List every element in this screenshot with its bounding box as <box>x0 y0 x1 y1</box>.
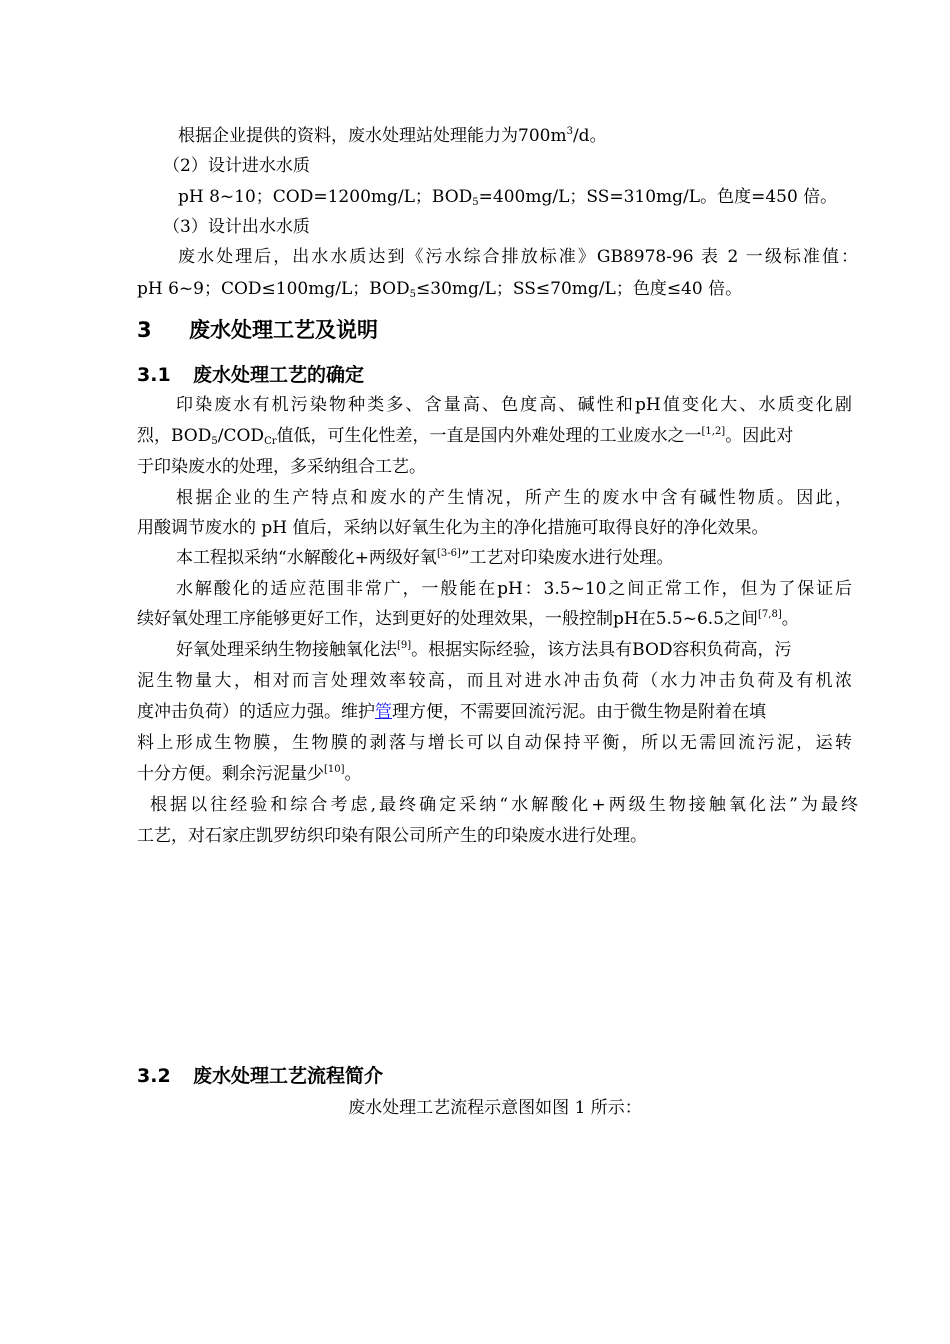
outlet-line-2 <box>137 277 742 301</box>
para-6-line-1 <box>150 793 858 817</box>
para-1-sub-2: Cr <box>264 436 277 447</box>
para-5-text-a: 好氧处理采纳生物接触氧化法 <box>176 640 397 660</box>
para-1-citation: [1,2] <box>701 426 726 437</box>
para-1-line-1 <box>176 393 852 417</box>
para-6-line-1-text: 根据以往经验和综合考虑,最终确定采纳“水解酸化+两级生物接触氧化法”为最终 <box>150 795 858 815</box>
section-3-title: 废水处理工艺及说明 <box>189 318 378 342</box>
para-1-text-a: 烈，BOD <box>137 426 212 446</box>
para-5-line-4-text: 料上形成生物膜，生物膜的剥落与增长可以自动保持平衡，所以无需回流污泥，运转 <box>137 733 852 753</box>
para-5-text-e: 十分方便。剩余污泥量少 <box>137 764 324 784</box>
para-1-line-1-text: 印染废水有机污染物种类多、含量高、色度高、碱性和pH值变化大、水质变化剧 <box>176 395 852 415</box>
para-3-text-b: ”工艺对印染废水进行处理。 <box>460 548 674 568</box>
para-4-text-a: 续好氧处理工序能够更好工作，达到更好的处理效果，一般控制pH在5.5~6.5之间 <box>137 609 759 629</box>
para-1-line-3: 于印染废水的处理，多采纳组合工艺。 <box>137 457 426 477</box>
para-3-text-a: 本工程拟采纳“水解酸化+两级好氧 <box>176 548 437 568</box>
inlet-quality-line <box>178 185 837 209</box>
para-5-citation-1: [9] <box>397 640 412 651</box>
para-5-line-5 <box>137 762 362 786</box>
section-3-number: 3 <box>137 318 152 342</box>
para-4-line-1 <box>176 577 852 601</box>
capacity-sup: 3 <box>566 126 573 137</box>
inlet-text-b: =400mg/L；SS=310mg/L。色度=450 倍。 <box>478 187 838 207</box>
figure-intro-line: 废水处理工艺流程示意图如图 1 所示： <box>348 1098 642 1118</box>
para-5-citation-2: [10] <box>324 764 345 775</box>
para-5-text-f: 。 <box>344 764 362 784</box>
para-1-line-2 <box>137 424 793 448</box>
para-3 <box>176 546 674 570</box>
para-2-line-1 <box>176 486 852 510</box>
inlet-text-a: pH 8~10；COD=1200mg/L；BOD <box>178 187 473 207</box>
section-3-1-heading <box>137 362 364 388</box>
para-2-line-1-text: 根据企业的生产特点和废水的产生情况，所产生的废水中含有碱性物质。因此， <box>176 488 852 508</box>
para-5-line-2 <box>137 669 852 693</box>
section-3-2-heading <box>137 1063 383 1089</box>
outlet-line-1-text: 废水处理后，出水水质达到《污水综合排放标准》GB8978-96 表 2 一级标准值： <box>178 247 858 267</box>
outlet-line-1 <box>178 245 858 269</box>
para-5-text-c: 度冲击负荷）的适应力强。维护 <box>137 702 375 722</box>
outlet-heading: （3）设计出水水质 <box>163 217 310 237</box>
para-1-sub-1: 5 <box>211 436 218 447</box>
para-6-line-2: 工艺，对石家庄凯罗纺织印染有限公司所产生的印染废水进行处理。 <box>137 826 647 846</box>
para-4-line-1-text: 水解酸化的适应范围非常广，一般能在pH：3.5~10之间正常工作，但为了保证后 <box>176 579 852 599</box>
section-3-1-title: 废水处理工艺的确定 <box>193 364 365 386</box>
para-5-line-1 <box>176 638 792 662</box>
outlet-text-b: ≤30mg/L；SS≤70mg/L；色度≤40 倍。 <box>416 279 743 299</box>
outlet-text-a: pH 6~9；COD≤100mg/L；BOD <box>137 279 410 299</box>
para-4-line-2 <box>137 607 799 631</box>
capacity-unit: /d。 <box>572 126 607 146</box>
para-5-line-4 <box>137 731 852 755</box>
capacity-text: 根据企业提供的资料，废水处理站处理能力为700m <box>178 126 567 146</box>
para-5-line-2-text: 泥生物量大，相对而言处理效率较高，而且对进水冲击负荷（水力冲击负荷及有机浓 <box>137 671 852 691</box>
para-5-text-d: 理方便，不需要回流污泥。由于微生物是附着在填 <box>392 702 766 722</box>
para-2-line-2: 用酸调节废水的 pH 值后，采纳以好氧生化为主的净化措施可取得良好的净化效果。 <box>137 518 769 538</box>
maintenance-link[interactable]: 管 <box>375 702 392 722</box>
para-3-citation: [3-6] <box>436 548 461 559</box>
inlet-sub: 5 <box>472 197 479 208</box>
section-3-2-number: 3.2 <box>137 1065 171 1087</box>
para-5-line-3 <box>137 700 766 724</box>
para-1-text-d: 。因此对 <box>725 426 794 446</box>
para-4-text-b: 。 <box>781 609 799 629</box>
para-1-text-b: /COD <box>217 426 265 446</box>
section-3-2-title: 废水处理工艺流程简介 <box>193 1065 384 1087</box>
section-3-heading <box>137 316 378 344</box>
capacity-line <box>178 124 607 148</box>
section-3-1-number: 3.1 <box>137 364 171 386</box>
outlet-sub: 5 <box>409 289 417 300</box>
para-5-text-b: 。根据实际经验，该方法具有BOD容积负荷高，污 <box>411 640 792 660</box>
para-1-text-c: 值低，可生化性差，一直是国内外难处理的工业废水之一 <box>276 426 702 446</box>
inlet-heading: （2）设计进水水质 <box>163 156 310 176</box>
para-4-citation: [7,8] <box>758 609 782 620</box>
